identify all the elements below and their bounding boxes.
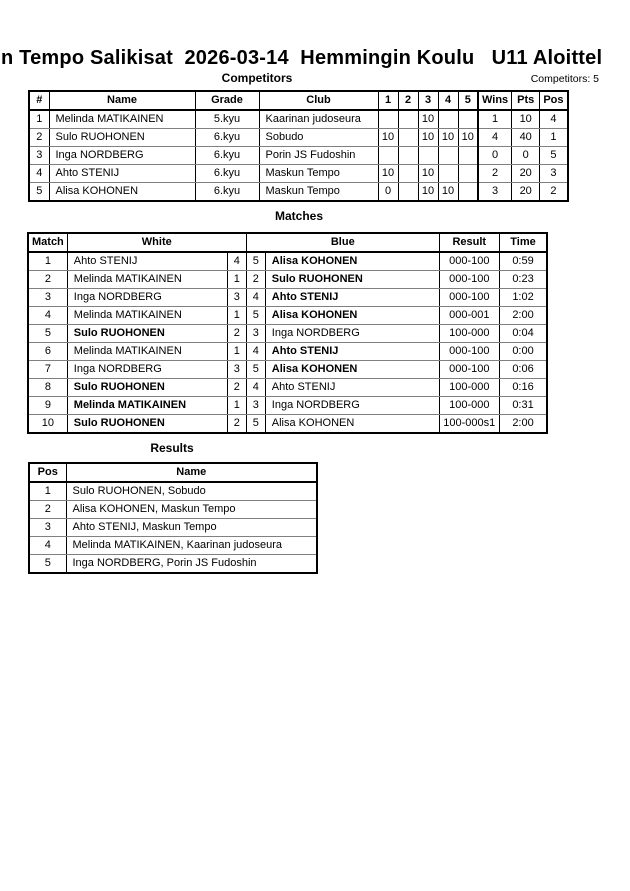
result-pos: 4: [29, 537, 66, 555]
match-result: 000-100: [439, 361, 499, 379]
white-seed: 1: [227, 271, 246, 289]
match-row: [28, 307, 547, 325]
competitor-wins: 1: [478, 110, 512, 129]
match-result: 100-000: [439, 325, 499, 343]
match-result: 000-100: [439, 271, 499, 289]
competitor-row: [29, 110, 568, 129]
score-cell: 10: [418, 165, 438, 183]
blue-seed: 5: [246, 361, 265, 379]
blue-name: Ahto STENIJ: [265, 343, 439, 361]
result-pos: 3: [29, 519, 66, 537]
competitor-name: Sulo RUOHONEN: [49, 129, 195, 147]
blue-seed: 2: [246, 271, 265, 289]
match-time: 0:06: [499, 361, 547, 379]
competitor-grade: 6.kyu: [195, 147, 259, 165]
competitor-pts: 20: [512, 183, 540, 202]
result-pos: 5: [29, 555, 66, 574]
score-cell: 10: [418, 129, 438, 147]
white-name: Inga NORDBERG: [67, 289, 227, 307]
match-result: 100-000: [439, 379, 499, 397]
competitor-pos: 1: [540, 129, 568, 147]
match-row: [28, 252, 547, 271]
blue-seed: 5: [246, 415, 265, 434]
score-cell: [458, 183, 478, 202]
white-seed: 4: [227, 252, 246, 271]
blue-name: Ahto STENIJ: [265, 379, 439, 397]
result-name: Inga NORDBERG, Porin JS Fudoshin: [66, 555, 317, 574]
match-time: 0:16: [499, 379, 547, 397]
competitor-pts: 40: [512, 129, 540, 147]
competitor-number: 3: [29, 147, 49, 165]
competitor-grade: 6.kyu: [195, 183, 259, 202]
competitor-pos: 2: [540, 183, 568, 202]
white-seed: 1: [227, 307, 246, 325]
blue-name: Inga NORDBERG: [265, 325, 439, 343]
blue-name: Alisa KOHONEN: [265, 415, 439, 434]
white-name: Sulo RUOHONEN: [67, 415, 227, 434]
match-number: 4: [28, 307, 67, 325]
col-result: Result: [439, 233, 499, 252]
match-time: 1:02: [499, 289, 547, 307]
col-name: Name: [49, 91, 195, 110]
col-grade: Grade: [195, 91, 259, 110]
result-name: Alisa KOHONEN, Maskun Tempo: [66, 501, 317, 519]
col-score-5: 5: [458, 91, 478, 110]
match-row: [28, 397, 547, 415]
white-seed: 3: [227, 361, 246, 379]
white-name: Ahto STENIJ: [67, 252, 227, 271]
white-seed: 3: [227, 289, 246, 307]
competitor-club: Porin JS Fudoshin: [259, 147, 378, 165]
match-result: 000-100: [439, 252, 499, 271]
match-number: 8: [28, 379, 67, 397]
score-cell: [398, 183, 418, 202]
blue-seed: 3: [246, 397, 265, 415]
col-wins: Wins: [478, 91, 512, 110]
white-name: Melinda MATIKAINEN: [67, 271, 227, 289]
score-cell: 10: [418, 183, 438, 202]
score-cell: 10: [438, 129, 458, 147]
col-score-2: 2: [398, 91, 418, 110]
blue-name: Alisa KOHONEN: [265, 252, 439, 271]
score-cell: [438, 110, 458, 129]
matches-heading: Matches: [274, 209, 324, 223]
competitors-header-row: [29, 91, 568, 110]
competitor-pos: 5: [540, 147, 568, 165]
match-time: 0:31: [499, 397, 547, 415]
competitor-pts: 10: [512, 110, 540, 129]
match-time: 0:00: [499, 343, 547, 361]
match-number: 9: [28, 397, 67, 415]
match-row: [28, 325, 547, 343]
result-pos: 2: [29, 501, 66, 519]
match-row: [28, 343, 547, 361]
competitors-heading: Competitors: [221, 71, 293, 85]
col-blue: Blue: [246, 233, 439, 252]
matches-table: [27, 232, 548, 434]
blue-seed: 4: [246, 379, 265, 397]
match-number: 7: [28, 361, 67, 379]
match-number: 6: [28, 343, 67, 361]
white-name: Melinda MATIKAINEN: [67, 307, 227, 325]
competitors-count: Competitors: 5: [530, 73, 599, 85]
white-seed: 1: [227, 343, 246, 361]
result-row: [29, 555, 317, 574]
matches-header-row: [28, 233, 547, 252]
competitor-row: [29, 165, 568, 183]
competitor-wins: 0: [478, 147, 512, 165]
match-result: 000-100: [439, 289, 499, 307]
white-name: Melinda MATIKAINEN: [67, 397, 227, 415]
col-time: Time: [499, 233, 547, 252]
result-pos: 1: [29, 482, 66, 501]
competitor-pos: 3: [540, 165, 568, 183]
col-white: White: [67, 233, 246, 252]
result-row: [29, 537, 317, 555]
competitor-name: Ahto STENIJ: [49, 165, 195, 183]
competitor-number: 2: [29, 129, 49, 147]
blue-seed: 5: [246, 252, 265, 271]
match-time: 0:59: [499, 252, 547, 271]
blue-name: Sulo RUOHONEN: [265, 271, 439, 289]
white-seed: 2: [227, 415, 246, 434]
competitor-wins: 2: [478, 165, 512, 183]
results-heading: Results: [150, 441, 194, 455]
score-cell: [458, 110, 478, 129]
competitor-grade: 6.kyu: [195, 165, 259, 183]
match-row: [28, 289, 547, 307]
score-cell: [398, 147, 418, 165]
score-cell: 10: [378, 129, 398, 147]
blue-name: Ahto STENIJ: [265, 289, 439, 307]
result-name: Melinda MATIKAINEN, Kaarinan judoseura: [66, 537, 317, 555]
competitor-club: Sobudo: [259, 129, 378, 147]
competitor-pos: 4: [540, 110, 568, 129]
white-seed: 2: [227, 325, 246, 343]
match-number: 3: [28, 289, 67, 307]
col-match: Match: [28, 233, 67, 252]
blue-name: Alisa KOHONEN: [265, 307, 439, 325]
competitor-pts: 20: [512, 165, 540, 183]
match-row: [28, 361, 547, 379]
score-cell: [458, 147, 478, 165]
results-table: [28, 462, 318, 574]
score-cell: [438, 147, 458, 165]
score-cell: [398, 110, 418, 129]
white-seed: 2: [227, 379, 246, 397]
competitor-name: Inga NORDBERG: [49, 147, 195, 165]
score-cell: [418, 147, 438, 165]
competitor-club: Kaarinan judoseura: [259, 110, 378, 129]
blue-seed: 4: [246, 343, 265, 361]
score-cell: [398, 129, 418, 147]
match-time: 0:04: [499, 325, 547, 343]
match-number: 1: [28, 252, 67, 271]
competitor-row: [29, 183, 568, 202]
competitor-grade: 5.kyu: [195, 110, 259, 129]
competitor-grade: 6.kyu: [195, 129, 259, 147]
score-cell: [438, 165, 458, 183]
results-header: [29, 463, 317, 482]
competitor-number: 1: [29, 110, 49, 129]
col-club: Club: [259, 91, 378, 110]
competitor-club: Maskun Tempo: [259, 183, 378, 202]
col-pos: Pos: [540, 91, 568, 110]
score-cell: 0: [378, 183, 398, 202]
score-cell: [378, 147, 398, 165]
result-name: Sulo RUOHONEN, Sobudo: [66, 482, 317, 501]
competitor-name: Alisa KOHONEN: [49, 183, 195, 202]
result-row: [29, 519, 317, 537]
white-seed: 1: [227, 397, 246, 415]
result-row: [29, 482, 317, 501]
white-name: Sulo RUOHONEN: [67, 325, 227, 343]
match-result: 000-001: [439, 307, 499, 325]
score-cell: [458, 165, 478, 183]
col-score-4: 4: [438, 91, 458, 110]
score-cell: 10: [378, 165, 398, 183]
competitor-wins: 3: [478, 183, 512, 202]
match-time: 2:00: [499, 415, 547, 434]
matches-header: [28, 233, 547, 252]
blue-seed: 5: [246, 307, 265, 325]
match-result: 100-000s1: [439, 415, 499, 434]
match-number: 10: [28, 415, 67, 434]
match-number: 5: [28, 325, 67, 343]
score-cell: [378, 110, 398, 129]
score-cell: 10: [458, 129, 478, 147]
results-header-row: [29, 463, 317, 482]
match-result: 100-000: [439, 397, 499, 415]
competitor-name: Melinda MATIKAINEN: [49, 110, 195, 129]
competitor-pts: 0: [512, 147, 540, 165]
score-cell: 10: [438, 183, 458, 202]
competitor-club: Maskun Tempo: [259, 165, 378, 183]
col-score-1: 1: [378, 91, 398, 110]
competitors-table: [28, 90, 569, 202]
col-name: Name: [66, 463, 317, 482]
match-time: 2:00: [499, 307, 547, 325]
blue-seed: 4: [246, 289, 265, 307]
competitors-header: [29, 91, 568, 110]
white-name: Melinda MATIKAINEN: [67, 343, 227, 361]
competitor-number: 5: [29, 183, 49, 202]
page-title: n Tempo Salikisat 2026-03-14 Hemmingin Koulu U11 Aloittel: [1, 47, 603, 69]
competitor-wins: 4: [478, 129, 512, 147]
white-name: Inga NORDBERG: [67, 361, 227, 379]
score-cell: [398, 165, 418, 183]
blue-name: Alisa KOHONEN: [265, 361, 439, 379]
score-cell: 10: [418, 110, 438, 129]
result-row: [29, 501, 317, 519]
result-name: Ahto STENIJ, Maskun Tempo: [66, 519, 317, 537]
blue-seed: 3: [246, 325, 265, 343]
match-result: 000-100: [439, 343, 499, 361]
match-time: 0:23: [499, 271, 547, 289]
competitor-row: [29, 147, 568, 165]
competitor-number: 4: [29, 165, 49, 183]
white-name: Sulo RUOHONEN: [67, 379, 227, 397]
blue-name: Inga NORDBERG: [265, 397, 439, 415]
match-row: [28, 415, 547, 434]
col-number: #: [29, 91, 49, 110]
competitor-row: [29, 129, 568, 147]
col-score-3: 3: [418, 91, 438, 110]
match-row: [28, 379, 547, 397]
match-number: 2: [28, 271, 67, 289]
match-row: [28, 271, 547, 289]
col-pos: Pos: [29, 463, 66, 482]
col-pts: Pts: [512, 91, 540, 110]
